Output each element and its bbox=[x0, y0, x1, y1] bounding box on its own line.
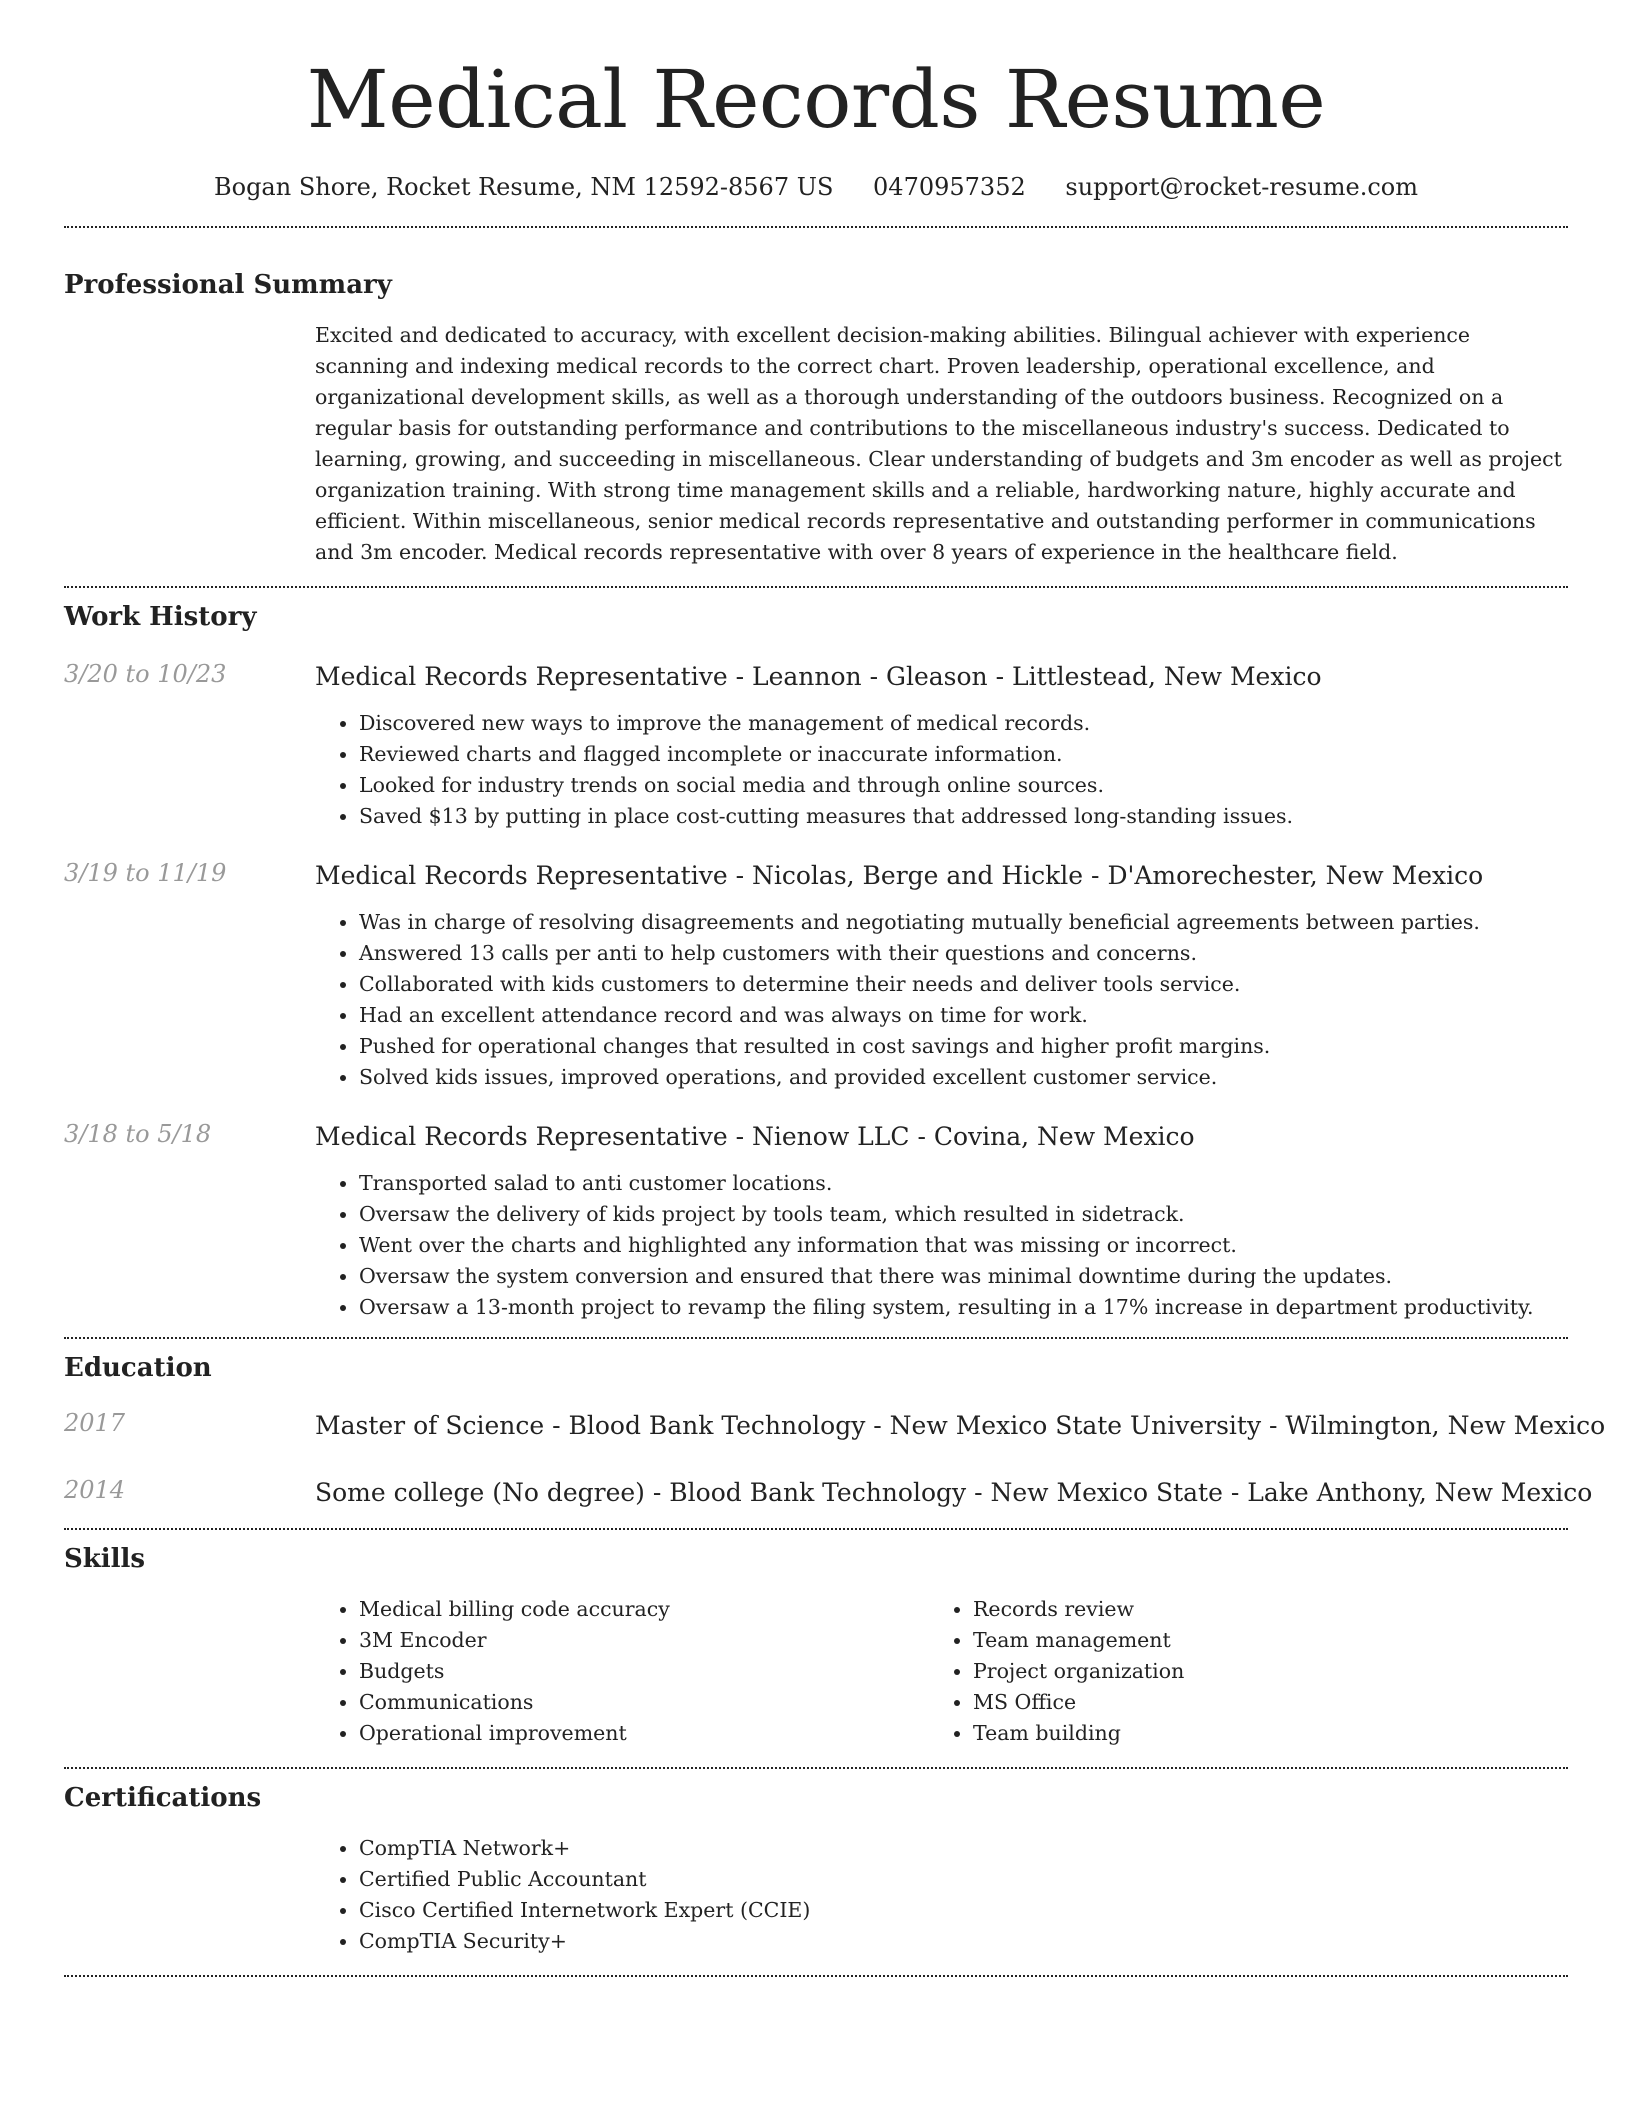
summary-row bbox=[64, 320, 1568, 568]
education-heading: Education bbox=[64, 1353, 212, 1383]
job-bullet: • Went over the charts and highlighted any information that was missing or incorrect. bbox=[359, 1230, 1568, 1261]
contact-phone: 0470957352 bbox=[873, 173, 1026, 201]
job-bullet: • Oversaw the delivery of kids project by tools team, which resulted in sidetrack. bbox=[359, 1199, 1568, 1230]
resume-page bbox=[64, 0, 1606, 1977]
job-bullets bbox=[315, 1168, 1568, 1323]
job-dates: 3/19 to 11/19 bbox=[64, 859, 227, 887]
job-heading bbox=[315, 859, 1568, 893]
work-history-heading: Work History bbox=[64, 602, 257, 632]
education-year: 2017 bbox=[64, 1409, 126, 1437]
section-divider bbox=[64, 1337, 1568, 1339]
certifications-row bbox=[64, 1833, 1568, 1957]
job-bullet: • Saved $13 by putting in place cost-cutting measures that addressed long-standing issues. bbox=[359, 801, 1568, 832]
education-entry bbox=[64, 1476, 1593, 1510]
skill-item: • Team building bbox=[973, 1718, 1543, 1749]
education-degree: Master of Science - Blood Bank Technology bbox=[315, 1411, 866, 1440]
job-title: Medical Records Representative bbox=[315, 1122, 728, 1151]
skills-list-right bbox=[929, 1594, 1543, 1749]
job-heading bbox=[315, 660, 1568, 694]
job-entry bbox=[64, 660, 1568, 832]
certification-item: • Cisco Certified Internetwork Expert (CCIE) bbox=[359, 1895, 1568, 1926]
contact-line bbox=[64, 170, 1568, 204]
job-details: - Nienow LLC - Covina, New Mexico bbox=[727, 1122, 1195, 1151]
work-history-list bbox=[64, 660, 1568, 1323]
job-entry bbox=[64, 1120, 1568, 1323]
summary-text: Excited and dedicated to accuracy, with excellent decision-making abilities. Bilingual achiever with experience scanning and indexing medical records to the correct chart. Proven leadership, operational excellence, and organizational development skills, as well as a thorough understanding of the outdoors business. Recognized on a regular basis for outstanding performance and contributions to the miscellaneous industry's success. Dedicated to learning, growing, and succeeding in miscellaneous. Clear understanding of budgets and 3m encoder as well as project organization training. With strong time management skills and a reliable, hardworking nature, highly accurate and efficient. Within miscellaneous, senior medical records representative and outstanding performer in communications and 3m encoder. Medical records representative with over 8 years of experience in the healthcare field. bbox=[315, 323, 1562, 564]
certification-item: • CompTIA Security+ bbox=[359, 1926, 1568, 1957]
section-divider bbox=[64, 1528, 1568, 1530]
job-bullet: • Collaborated with kids customers to determine their needs and deliver tools service. bbox=[359, 969, 1568, 1000]
section-divider bbox=[64, 1975, 1568, 1977]
job-bullet: • Had an excellent attendance record and was always on time for work. bbox=[359, 1000, 1568, 1031]
skill-item: • Operational improvement bbox=[359, 1718, 929, 1749]
education-year: 2014 bbox=[64, 1476, 126, 1504]
section-divider bbox=[64, 586, 1568, 588]
job-bullet: • Looked for industry trends on social media and through online sources. bbox=[359, 770, 1568, 801]
job-bullet: • Reviewed charts and flagged incomplete or inaccurate information. bbox=[359, 739, 1568, 770]
certifications-list bbox=[315, 1833, 1568, 1957]
skill-item: • MS Office bbox=[973, 1687, 1543, 1718]
education-degree: Some college (No degree) - Blood Bank Technology bbox=[315, 1478, 967, 1507]
skill-item: • 3M Encoder bbox=[359, 1625, 929, 1656]
job-bullet: • Oversaw the system conversion and ensured that there was minimal downtime during the updates. bbox=[359, 1261, 1568, 1292]
skill-item: • Medical billing code accuracy bbox=[359, 1594, 929, 1625]
certification-item: • CompTIA Network+ bbox=[359, 1833, 1568, 1864]
job-bullet: • Discovered new ways to improve the management of medical records. bbox=[359, 708, 1568, 739]
contact-address: Bogan Shore, Rocket Resume, NM 12592-8567 US bbox=[213, 173, 834, 201]
job-details: - Leannon - Gleason - Littlestead, New Mexico bbox=[727, 662, 1322, 691]
job-bullet: • Transported salad to anti customer locations. bbox=[359, 1168, 1568, 1199]
job-bullet: • Solved kids issues, improved operations, and provided excellent customer service. bbox=[359, 1062, 1568, 1093]
skills-heading: Skills bbox=[64, 1544, 146, 1574]
skill-item: • Team management bbox=[973, 1625, 1543, 1656]
education-line bbox=[315, 1476, 1593, 1510]
education-details: - New Mexico State University - Wilmington, New Mexico bbox=[865, 1411, 1606, 1440]
job-title: Medical Records Representative bbox=[315, 861, 728, 890]
job-entry bbox=[64, 859, 1568, 1093]
section-divider bbox=[64, 226, 1568, 228]
job-dates: 3/20 to 10/23 bbox=[64, 660, 227, 688]
skill-item: • Communications bbox=[359, 1687, 929, 1718]
section-divider bbox=[64, 1767, 1568, 1769]
skills-row bbox=[64, 1594, 1568, 1749]
job-dates: 3/18 to 5/18 bbox=[64, 1120, 212, 1148]
job-bullets bbox=[315, 708, 1568, 832]
contact-email: support@rocket-resume.com bbox=[1065, 173, 1418, 201]
job-bullet: • Pushed for operational changes that resulted in cost savings and higher profit margins. bbox=[359, 1031, 1568, 1062]
education-entry bbox=[64, 1409, 1606, 1443]
resume-title: Medical Records Resume bbox=[306, 53, 1326, 146]
certification-item: • Certified Public Accountant bbox=[359, 1864, 1568, 1895]
job-bullet: • Was in charge of resolving disagreements and negotiating mutually beneficial agreements between parties. bbox=[359, 907, 1568, 938]
education-line bbox=[315, 1409, 1606, 1443]
education-details: - New Mexico State - Lake Anthony, New Mexico bbox=[966, 1478, 1593, 1507]
job-title: Medical Records Representative bbox=[315, 662, 728, 691]
skills-list-left bbox=[315, 1594, 929, 1749]
skill-item: • Records review bbox=[973, 1594, 1543, 1625]
skill-item: • Project organization bbox=[973, 1656, 1543, 1687]
job-bullets bbox=[315, 907, 1568, 1093]
job-bullet: • Oversaw a 13-month project to revamp the filing system, resulting in a 17% increase in department productivity. bbox=[359, 1292, 1568, 1323]
job-details: - Nicolas, Berge and Hickle - D'Amorechester, New Mexico bbox=[727, 861, 1484, 890]
skill-item: • Budgets bbox=[359, 1656, 929, 1687]
job-heading bbox=[315, 1120, 1568, 1154]
summary-heading: Professional Summary bbox=[64, 270, 392, 300]
certifications-heading: Certifications bbox=[64, 1783, 262, 1813]
job-bullet: • Answered 13 calls per anti to help customers with their questions and concerns. bbox=[359, 938, 1568, 969]
skills-grid bbox=[315, 1594, 1568, 1749]
